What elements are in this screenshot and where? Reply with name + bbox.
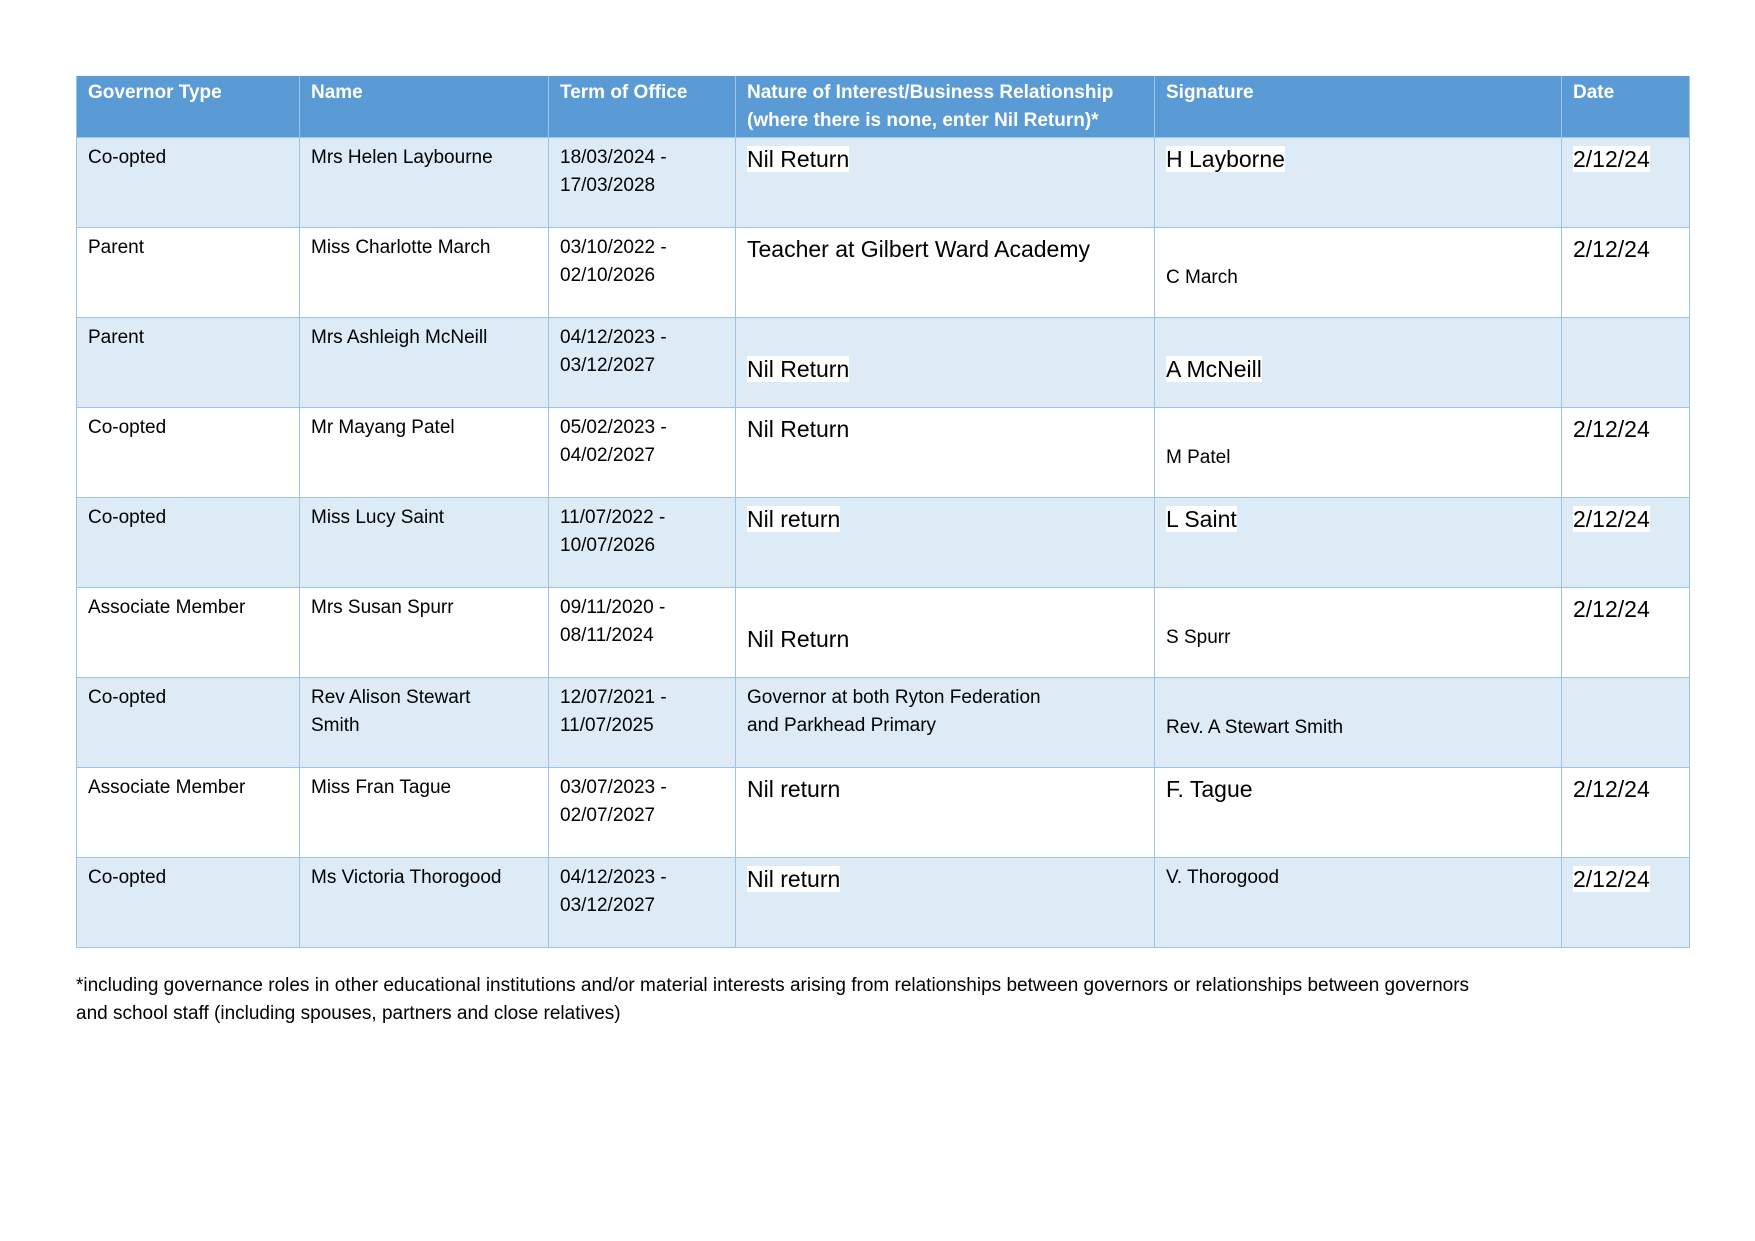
cell-date [1562, 408, 1690, 498]
cell-governor-type: Co-opted [77, 408, 300, 498]
term-end: 03/12/2027 [560, 895, 656, 916]
header-term-of-office: Term of Office [549, 76, 736, 138]
cell-interest [736, 408, 1155, 498]
interest-text: Nil Return [747, 146, 850, 172]
header-governor-type: Governor Type [77, 76, 300, 138]
cell-interest [736, 318, 1155, 408]
signature-text: L Saint [1166, 506, 1237, 532]
cell-signature [1155, 318, 1562, 408]
table-row [77, 318, 1690, 408]
term-start: 04/12/2023 - [560, 867, 667, 888]
interest-text: Nil Return [747, 416, 850, 442]
header-date: Date [1562, 76, 1690, 138]
cell-interest [736, 138, 1155, 228]
cell-signature [1155, 858, 1562, 948]
signature-text: M Patel [1166, 447, 1231, 468]
cell-name: Mr Mayang Patel [300, 408, 549, 498]
term-end: 02/10/2026 [560, 265, 656, 286]
table-row [77, 228, 1690, 318]
cell-date [1562, 588, 1690, 678]
term-end: 04/02/2027 [560, 445, 656, 466]
footnote [76, 972, 1689, 1028]
signature-text: A McNeill [1166, 356, 1262, 382]
footnote-line2: and school staff (including spouses, partners and close relatives) [76, 1003, 621, 1024]
term-end: 17/03/2028 [560, 175, 656, 196]
register-of-interests-table [76, 76, 1690, 948]
interest-text: Nil return [747, 506, 841, 532]
cell-term [549, 408, 736, 498]
cell-name: Mrs Ashleigh McNeill [300, 318, 549, 408]
header-nature-of-interest [736, 76, 1155, 138]
cell-date [1562, 318, 1690, 408]
cell-name: Mrs Helen Laybourne [300, 138, 549, 228]
signature-text: C March [1166, 267, 1238, 288]
cell-date [1562, 138, 1690, 228]
cell-date [1562, 678, 1690, 768]
date-text: 2/12/24 [1573, 236, 1650, 262]
date-text: 2/12/24 [1573, 416, 1650, 442]
table-row [77, 408, 1690, 498]
cell-term [549, 318, 736, 408]
cell-signature [1155, 498, 1562, 588]
table-row [77, 138, 1690, 228]
cell-term [549, 228, 736, 318]
cell-interest [736, 768, 1155, 858]
cell-name [300, 678, 549, 768]
signature-text: V. Thorogood [1166, 867, 1280, 888]
header-name: Name [300, 76, 549, 138]
cell-interest [736, 678, 1155, 768]
cell-date [1562, 768, 1690, 858]
cell-term [549, 498, 736, 588]
header-signature: Signature [1155, 76, 1562, 138]
term-end: 11/07/2025 [560, 715, 654, 736]
signature-text: F. Tague [1166, 776, 1253, 802]
cell-term [549, 138, 736, 228]
interest-line1: Governor at both Ryton Federation [747, 687, 1041, 708]
cell-name: Miss Charlotte March [300, 228, 549, 318]
cell-governor-type: Associate Member [77, 588, 300, 678]
cell-name: Mrs Susan Spurr [300, 588, 549, 678]
interest-line2: and Parkhead Primary [747, 715, 937, 736]
cell-governor-type: Parent [77, 228, 300, 318]
cell-signature [1155, 678, 1562, 768]
interest-text: Nil return [747, 776, 841, 802]
header-interest-line1: Nature of Interest/Business Relationship [747, 82, 1114, 103]
interest-text: Nil Return [747, 356, 850, 382]
signature-text: S Spurr [1166, 627, 1231, 648]
term-start: 18/03/2024 - [560, 147, 667, 168]
cell-date [1562, 498, 1690, 588]
cell-governor-type: Co-opted [77, 138, 300, 228]
cell-name: Miss Lucy Saint [300, 498, 549, 588]
cell-governor-type: Parent [77, 318, 300, 408]
interest-text: Nil Return [747, 626, 850, 652]
term-end: 08/11/2024 [560, 625, 654, 646]
table-row [77, 588, 1690, 678]
cell-governor-type: Co-opted [77, 498, 300, 588]
signature-text: Rev. A Stewart Smith [1166, 717, 1344, 738]
cell-term [549, 678, 736, 768]
date-text: 2/12/24 [1573, 146, 1650, 172]
term-start: 12/07/2021 - [560, 687, 667, 708]
footnote-line1: *including governance roles in other educational institutions and/or material interests arising from relationships between governors or relationships between governors [76, 975, 1470, 996]
term-start: 04/12/2023 - [560, 327, 667, 348]
table-row [77, 768, 1690, 858]
term-start: 05/02/2023 - [560, 417, 667, 438]
cell-interest [736, 498, 1155, 588]
term-end: 03/12/2027 [560, 355, 656, 376]
cell-date [1562, 858, 1690, 948]
cell-governor-type: Co-opted [77, 678, 300, 768]
cell-governor-type: Co-opted [77, 858, 300, 948]
cell-signature [1155, 138, 1562, 228]
cell-interest [736, 228, 1155, 318]
term-start: 11/07/2022 - [560, 507, 666, 528]
table-row [77, 498, 1690, 588]
cell-signature [1155, 408, 1562, 498]
term-start: 03/10/2022 - [560, 237, 667, 258]
cell-term [549, 768, 736, 858]
name-line1: Rev Alison Stewart [311, 687, 471, 708]
cell-signature [1155, 588, 1562, 678]
cell-signature [1155, 768, 1562, 858]
cell-term [549, 588, 736, 678]
term-start: 09/11/2020 - [560, 597, 666, 618]
term-end: 02/07/2027 [560, 805, 656, 826]
header-row [77, 76, 1690, 138]
table-row [77, 858, 1690, 948]
date-text: 2/12/24 [1573, 776, 1650, 802]
cell-date [1562, 228, 1690, 318]
interest-text: Teacher at Gilbert Ward Academy [747, 236, 1091, 262]
term-start: 03/07/2023 - [560, 777, 667, 798]
name-line2: Smith [311, 715, 360, 736]
cell-name: Ms Victoria Thorogood [300, 858, 549, 948]
cell-interest [736, 858, 1155, 948]
signature-text: H Layborne [1166, 146, 1285, 172]
header-interest-line2: (where there is none, enter Nil Return)* [747, 110, 1099, 131]
interest-text: Nil return [747, 866, 841, 892]
cell-interest [736, 588, 1155, 678]
date-text: 2/12/24 [1573, 866, 1650, 892]
term-end: 10/07/2026 [560, 535, 656, 556]
date-text: 2/12/24 [1573, 506, 1650, 532]
cell-term [549, 858, 736, 948]
cell-signature [1155, 228, 1562, 318]
cell-governor-type: Associate Member [77, 768, 300, 858]
cell-name: Miss Fran Tague [300, 768, 549, 858]
date-text: 2/12/24 [1573, 596, 1650, 622]
table-row [77, 678, 1690, 768]
